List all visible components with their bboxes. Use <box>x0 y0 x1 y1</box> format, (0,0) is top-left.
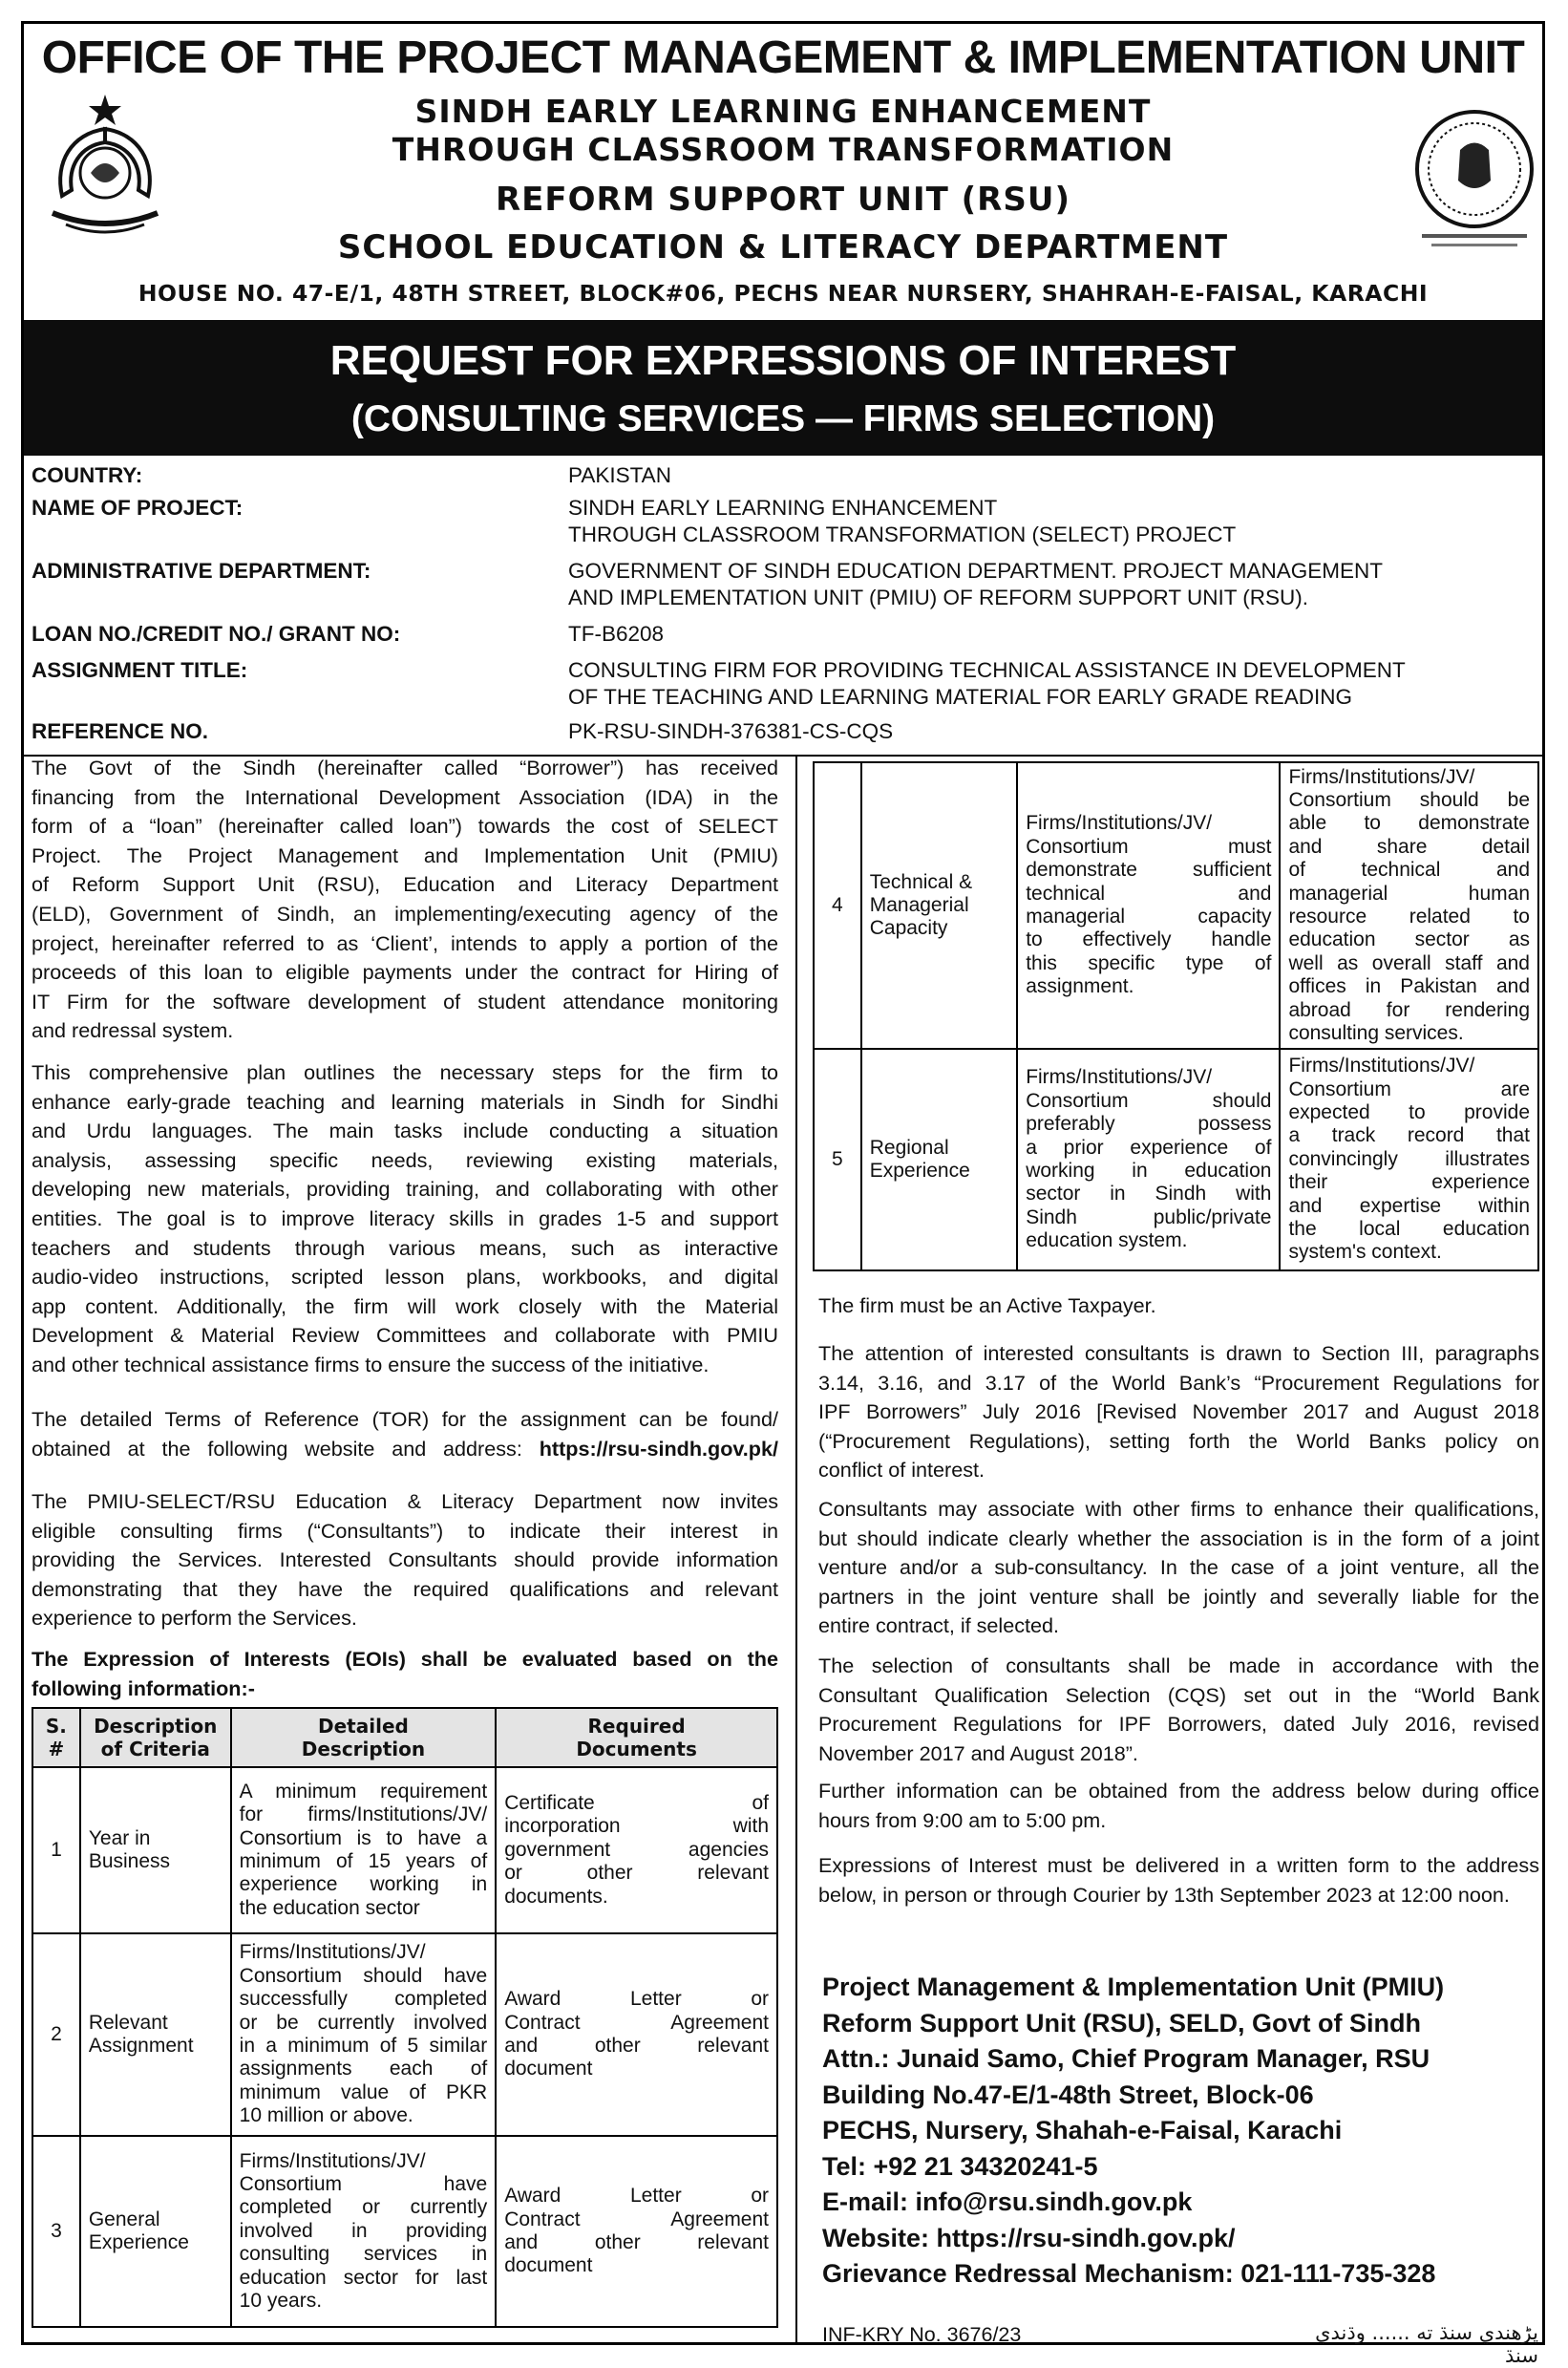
text-line: for firms/Institutions/JV/ <box>239 1803 488 1826</box>
paragraph-plan <box>32 1058 778 1380</box>
text-line: technical and <box>1026 882 1272 905</box>
text-line: offices in Pakistan and <box>1288 975 1530 998</box>
text-line: Managerial <box>869 894 969 916</box>
text-line: document <box>504 2254 593 2277</box>
table-cell <box>80 1767 231 1933</box>
text-line: General <box>88 2208 160 2230</box>
header-criteria <box>80 1708 231 1767</box>
text-line: and other relevant <box>504 2035 769 2057</box>
email-link[interactable]: E-mail: info@rsu.sindh.gov.pk <box>822 2187 1193 2216</box>
text-line: Required <box>587 1715 686 1738</box>
text-line: Description <box>301 1738 426 1760</box>
text-line: following information:- <box>32 1675 255 1700</box>
text-line: of technical and <box>1288 859 1530 882</box>
table-cell <box>861 762 1017 1049</box>
text-line: the education sector <box>239 1896 420 1919</box>
text-line: IT Firm for the software development of student attendance monitoring <box>32 989 778 1013</box>
text-line: venture and/or a sub-consultancy. In the case of a joint venture, all the <box>818 1555 1539 1580</box>
text-line: demonstrating that they have the required qualifications and relevant <box>32 1576 778 1601</box>
text-line: The detailed Terms of Reference (TOR) for the assignment can be found/ <box>32 1407 778 1431</box>
text-line: successfully completed <box>239 1988 488 2011</box>
text-line: Contract Agreement <box>504 2208 769 2230</box>
text-line: teachers and students through various means, such as interactive <box>32 1235 778 1260</box>
text-line: audio-video instructions, scripted lesson plans, workbooks, and digital <box>32 1265 778 1290</box>
text-line: and share detail <box>1288 835 1530 858</box>
text-line: Firms/Institutions/JV/ <box>1026 812 1213 835</box>
text-line: Regional <box>869 1137 949 1159</box>
text-line: resource related to <box>1288 906 1530 928</box>
text-line: PECHS, Nursery, Shahah-e-Faisal, Karachi <box>822 2116 1343 2144</box>
text-line: in a minimum of 5 similar <box>239 2035 488 2057</box>
office-address: HOUSE NO. 47-E/1, 48TH STREET, BLOCK#06, PECHS NEAR NURSERY, SHAHRAH-E-FAISAL, KARACHI <box>138 280 1429 307</box>
text-line: 2 <box>32 1933 80 2136</box>
text-line: consulting services. <box>1288 1022 1464 1045</box>
column-divider <box>795 757 797 2342</box>
text-line: Firms/Institutions/JV/ <box>239 1941 426 1964</box>
text-line: A minimum requirement <box>239 1780 488 1803</box>
table-cell <box>496 1933 777 2136</box>
text-line: this specific type of <box>1026 951 1272 974</box>
text-line: SINDH EARLY LEARNING ENHANCEMENT <box>568 496 998 520</box>
table-cell <box>1280 1049 1538 1270</box>
text-line: sector in Sindh with <box>1026 1183 1272 1205</box>
text-line: AND IMPLEMENTATION UNIT (PMIU) OF REFORM SUPPORT UNIT (RSU). <box>568 586 1309 609</box>
text-line: but should indicate clearly whether the association is in the form of a joint <box>818 1525 1539 1550</box>
text-line: Firms/Institutions/JV/ <box>1026 1066 1213 1089</box>
text-line: Consortium must <box>1026 835 1272 858</box>
text-line: ADMINISTRATIVE DEPARTMENT: <box>32 559 371 583</box>
paragraph-selection <box>818 1652 1539 1768</box>
text-line: The Govt of the Sindh (hereinafter called “Borrower”) has received <box>32 756 778 779</box>
text-line: 10 million or above. <box>239 2104 413 2127</box>
text-line: experience working in <box>239 1873 488 1896</box>
text-line: S. <box>45 1715 67 1738</box>
text-line: a track record that <box>1288 1124 1530 1147</box>
text-line: Business <box>88 1850 171 1872</box>
text-line: eligible consulting firms (“Consultants”) to indicate their interest in <box>32 1518 778 1543</box>
text-line: managerial human <box>1288 882 1530 905</box>
text-line: document <box>504 2058 593 2080</box>
text-line: Consortium should be <box>1288 788 1530 811</box>
text-line: and redressal system. <box>32 1018 234 1043</box>
text-line: 5 <box>814 1049 861 1270</box>
text-line: LOAN NO./CREDIT NO./ GRANT NO: <box>32 622 401 646</box>
text-line: COUNTRY: <box>32 463 143 487</box>
evaluation-table-part2 <box>813 761 1539 1271</box>
table-cell <box>1280 762 1538 1049</box>
text-line: Documents <box>576 1738 697 1760</box>
text-line: November 2017 and August 2018”. <box>818 1740 1138 1765</box>
sindh-government-emblem <box>33 91 177 244</box>
text-line: Attn.: Junaid Samo, Chief Program Manager, RSU <box>822 2044 1430 2073</box>
text-line: Experience <box>869 1160 970 1182</box>
text-line: Contract Agreement <box>504 2011 769 2034</box>
table-header-row <box>32 1708 777 1767</box>
text-line: entire contract, if selected. <box>818 1613 1060 1638</box>
text-line: and other relevant <box>504 2231 769 2253</box>
text-line: assignment. <box>1026 975 1134 998</box>
table-row <box>32 2136 777 2327</box>
text-line: minimum value of PKR <box>239 2080 488 2103</box>
text-line: Consortium have <box>239 2172 488 2195</box>
text-line: minimum of 15 years of <box>239 1850 488 1872</box>
text-line: The attention of interested consultants is drawn to Section III, paragraphs <box>818 1341 1539 1365</box>
text-line: PK-RSU-SINDH-376381-CS-CQS <box>568 719 894 743</box>
text-line: TF-B6208 <box>568 622 665 646</box>
inf-reference: INF-KRY No. 3676/23 <box>822 2323 1022 2346</box>
text-line: education sector as <box>1288 928 1530 951</box>
text-line: the local education <box>1288 1218 1530 1241</box>
paragraph-delivery <box>818 1851 1539 1909</box>
text-line: partners in the joint venture shall be jointly and severally liable for the <box>818 1584 1539 1609</box>
header-sn <box>32 1708 80 1767</box>
text-line: of Criteria <box>100 1738 210 1760</box>
text-line: proceeds of this loan to eligible payments under the contract for Hiring of <box>32 960 778 985</box>
text-line: and Urdu languages. The main tasks include conducting a situation <box>32 1119 778 1143</box>
text-line: Assignment <box>88 2035 194 2057</box>
text-line: providing the Services. Interested Consultants should provide information <box>32 1547 778 1572</box>
rsu-seal <box>1403 102 1546 255</box>
text-line: experience to perform the Services. <box>32 1606 357 1631</box>
text-line: 3 <box>32 2136 80 2327</box>
text-line: NAME OF PROJECT: <box>32 496 244 520</box>
text-line: obtained at the following website and address: <box>32 1436 522 1461</box>
text-line: Consortium should have <box>239 1964 488 1987</box>
header-detail <box>231 1708 497 1767</box>
text-line: hours from 9:00 am to 5:00 pm. <box>818 1807 1107 1832</box>
text-line: Capacity <box>869 917 948 939</box>
text-line: expected to provide <box>1288 1100 1530 1123</box>
table-cell <box>496 1767 777 1933</box>
table-row <box>814 1049 1538 1270</box>
text-line: developing new materials, providing training, and collaborating with other <box>32 1177 778 1202</box>
text-line: Consortium is to have a <box>239 1826 488 1849</box>
website-link[interactable]: Website: https://rsu-sindh.gov.pk/ <box>822 2223 1236 2252</box>
text-line: 3.14, 3.16, and 3.17 of the World Bank’s “Procurement Regulations for <box>818 1370 1539 1395</box>
text-line: government agencies <box>504 1838 769 1861</box>
text-line: incorporation with <box>504 1815 769 1838</box>
text-line: abroad for rendering <box>1288 998 1530 1021</box>
text-line: IPF Borrowers” July 2016 [Revised November 2017 and August 2018 <box>818 1399 1539 1424</box>
text-line: Consortium are <box>1288 1077 1530 1100</box>
paragraph-invitation <box>32 1487 778 1633</box>
paragraph-associate <box>818 1495 1539 1641</box>
text-line: Award Letter or <box>504 2185 769 2208</box>
text-line: managerial capacity <box>1026 906 1272 928</box>
text-line: education sector for last <box>239 2266 488 2289</box>
text-line: CONSULTING FIRM FOR PROVIDING TECHNICAL ASSISTANCE IN DEVELOPMENT <box>568 658 1406 682</box>
text-line: to effectively handle <box>1026 928 1272 951</box>
text-line: Firms/Institutions/JV/ <box>1288 1055 1475 1077</box>
text-line: Firms/Institutions/JV/ <box>1288 765 1475 788</box>
text-line: Award Letter or <box>504 1988 769 2011</box>
text-line: Certificate of <box>504 1791 769 1814</box>
text-line: below, in person or through Courier by 13th September 2023 at 12:00 noon. <box>818 1882 1510 1907</box>
table-cell <box>231 1767 497 1933</box>
text-line: Detailed <box>318 1715 409 1738</box>
text-line: convincingly illustrates <box>1288 1147 1530 1170</box>
unit-name: REFORM SUPPORT UNIT (RSU) <box>495 181 1070 219</box>
text-line: analysis, assessing specific needs, reviewing existing materials, <box>32 1147 778 1172</box>
text-line: 10 years. <box>239 2290 323 2313</box>
header-docs <box>496 1708 777 1767</box>
text-line: of Reform Support Unit (RSU), Education and Literacy Department <box>32 872 778 897</box>
paragraph-taxpayer <box>818 1291 1539 1321</box>
text-line: demonstrate sufficient <box>1026 859 1272 882</box>
text-line: Procurement Regulations for IPF Borrowers, dated July 2016, revised <box>818 1712 1539 1737</box>
sindhi-slogan: پڑھندي سنڌ ته ...... وڌندي سنڌ <box>1315 2321 1538 2367</box>
text-line: OF THE TEACHING AND LEARNING MATERIAL FOR EARLY GRADE READING <box>568 685 1352 709</box>
text-line: GOVERNMENT OF SINDH EDUCATION DEPARTMENT. PROJECT MANAGEMENT <box>568 559 1383 583</box>
text-line: Experience <box>88 2231 189 2253</box>
table-cell <box>861 1049 1017 1270</box>
text-line: working in education <box>1026 1160 1272 1182</box>
text-line: consulting services in <box>239 2243 488 2266</box>
paragraph-further-info <box>818 1777 1539 1835</box>
office-title: OFFICE OF THE PROJECT MANAGEMENT & IMPLEMENTATION UNIT <box>41 32 1525 83</box>
evaluation-table-part1 <box>32 1707 778 2328</box>
text-line: THROUGH CLASSROOM TRANSFORMATION (SELECT) PROJECT <box>568 523 1237 546</box>
text-line: (“Procurement Regulations), setting forth the World Banks policy on <box>818 1428 1539 1453</box>
text-line: education system. <box>1026 1229 1188 1252</box>
table-row <box>32 1933 777 2136</box>
text-line: Expressions of Interest must be delivered in a written form to the address <box>818 1853 1539 1877</box>
paragraph-borrower <box>32 754 778 1046</box>
text-line: Consultant Qualification Selection (CQS) set out in the “World Bank <box>818 1682 1539 1707</box>
text-line: ASSIGNMENT TITLE: <box>32 658 248 682</box>
banner-subtitle: (CONSULTING SERVICES — FIRMS SELECTION) <box>350 398 1216 439</box>
text-line: Further information can be obtained from the address below during office <box>818 1779 1539 1803</box>
table-cell <box>80 1933 231 2136</box>
text-line: Sindh public/private <box>1026 1205 1272 1228</box>
text-line: conflict of interest. <box>818 1458 985 1483</box>
text-line: Reform Support Unit (RSU), SELD, Govt of Sindh <box>822 2008 1421 2037</box>
text-line: documents. <box>504 1885 608 1908</box>
text-line: project, hereinafter referred to as ‘Client’, intends to apply a portion of the <box>32 930 778 955</box>
table-row <box>32 1767 777 1933</box>
table-row <box>814 762 1538 1049</box>
text-line: or other relevant <box>504 1862 769 1885</box>
text-line: Firms/Institutions/JV/ <box>239 2149 426 2172</box>
text-line: 4 <box>814 762 861 1049</box>
project-name-line1: SINDH EARLY LEARNING ENHANCEMENT <box>414 93 1152 130</box>
text-line: (ELD), Government of Sindh, an implementing/executing agency of the <box>32 901 778 926</box>
text-line: enhance early-grade teaching and learning materials in Sindh for Sindhi <box>32 1089 778 1114</box>
text-line: This comprehensive plan outlines the necessary steps for the firm to <box>32 1060 778 1084</box>
text-line: Consultants may associate with other firms to enhance their qualifications, <box>818 1497 1539 1521</box>
text-line: PAKISTAN <box>568 463 671 487</box>
paragraph-tor <box>32 1405 778 1463</box>
text-line: Development & Material Review Committees and collaborate with PMIU <box>32 1323 778 1348</box>
text-line: 1 <box>32 1767 80 1933</box>
text-line: The firm must be an Active Taxpayer. <box>818 1293 1156 1317</box>
tor-website-link[interactable]: https://rsu-sindh.gov.pk/ <box>539 1436 779 1461</box>
text-line: assignments each of <box>239 2058 488 2080</box>
text-line: entities. The goal is to improve literacy skills in grades 1-5 and support <box>32 1205 778 1230</box>
text-line: completed or currently <box>239 2196 488 2219</box>
text-line: well as overall staff and <box>1288 951 1530 974</box>
text-line: and other technical assistance firms to ensure the success of the initiative. <box>32 1352 710 1376</box>
department-name: SCHOOL EDUCATION & LITERACY DEPARTMENT <box>337 228 1229 267</box>
text-line: Description <box>94 1715 218 1738</box>
text-line: REFERENCE NO. <box>32 719 209 743</box>
text-line: and expertise within <box>1288 1194 1530 1217</box>
table-cell <box>231 1933 497 2136</box>
text-line: # <box>48 1738 65 1760</box>
text-line: Project. The Project Management and Implementation Unit (PMIU) <box>32 843 778 867</box>
banner-title: REQUEST FOR EXPRESSIONS OF INTEREST <box>329 337 1237 384</box>
text-line: app content. Additionally, the firm will work closely with the Material <box>32 1293 778 1318</box>
text-line: Year in <box>88 1827 151 1849</box>
grievance-number: Grievance Redressal Mechanism: 021-111-735-328 <box>822 2259 1436 2288</box>
text-line: Technical & <box>869 871 973 893</box>
paragraph-attention <box>818 1339 1539 1485</box>
text-line: Consortium should <box>1026 1089 1272 1112</box>
evaluation-heading <box>32 1645 778 1703</box>
contact-address-block <box>822 1970 1444 2293</box>
title-banner <box>24 320 1542 456</box>
text-line: The Expression of Interests (EOIs) shall be evaluated based on the <box>32 1647 778 1671</box>
text-line: financing from the International Development Association (IDA) in the <box>32 784 778 809</box>
table-cell <box>1017 1049 1280 1270</box>
text-line: preferably possess <box>1026 1113 1272 1136</box>
table-cell <box>80 2136 231 2327</box>
text-line: a prior experience of <box>1026 1136 1272 1159</box>
text-line: form of a “loan” (hereinafter called loan”) towards the cost of SELECT <box>32 814 778 839</box>
text-line: or be currently involved <box>239 2011 488 2034</box>
text-line: The PMIU-SELECT/RSU Education & Literacy Department now invites <box>32 1489 778 1513</box>
text-line: able to demonstrate <box>1288 812 1530 835</box>
text-line: Building No.47-E/1-48th Street, Block-06 <box>822 2080 1314 2109</box>
text-line: The selection of consultants shall be made in accordance with the <box>818 1653 1539 1677</box>
text-line: system's context. <box>1288 1241 1442 1264</box>
text-line: their experience <box>1288 1171 1530 1194</box>
table-cell <box>1017 762 1280 1049</box>
table-cell <box>496 2136 777 2327</box>
text-line: involved in providing <box>239 2219 488 2242</box>
project-name-line2: THROUGH CLASSROOM TRANSFORMATION <box>392 131 1175 168</box>
text-line: Relevant <box>88 2012 168 2034</box>
table-cell <box>231 2136 497 2327</box>
advertisement-page <box>21 21 1545 2367</box>
telephone: Tel: +92 21 34320241-5 <box>822 2151 1098 2181</box>
text-line: Project Management & Implementation Unit (PMIU) <box>822 1973 1445 2001</box>
